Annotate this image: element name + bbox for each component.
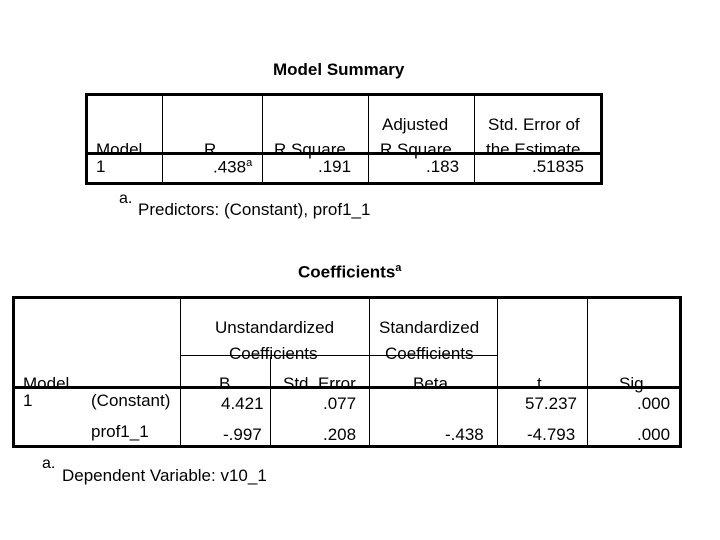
cell-model: 1 xyxy=(23,391,33,410)
header-adjusted-line1: Adjusted xyxy=(382,115,449,134)
cell-sig: .000 xyxy=(637,425,671,444)
header-model: Model xyxy=(96,140,143,159)
column-divider xyxy=(497,299,498,445)
coefficients-footnote-marker: a. xyxy=(42,455,56,472)
model-summary-table xyxy=(85,93,603,185)
coefficients-table xyxy=(12,296,682,448)
column-divider xyxy=(270,357,271,445)
column-divider xyxy=(162,96,163,182)
header-model: Model xyxy=(23,374,70,393)
header-unstandardized-line1: Unstandardized xyxy=(215,318,335,337)
cell-term: (Constant) xyxy=(91,391,171,410)
cell-std-error: .077 xyxy=(323,394,357,413)
header-b: B xyxy=(219,374,231,393)
cell-r-square: .191 xyxy=(318,157,352,176)
column-divider xyxy=(369,299,370,445)
column-divider xyxy=(474,96,475,182)
cell-t: 57.237 xyxy=(525,394,577,413)
cell-r: .438$^a$ xyxy=(213,157,253,177)
header-std-error: Std. Error xyxy=(283,374,356,393)
coefficients-footnote: Dependent Variable: v10_1 xyxy=(62,466,267,485)
header-std-error-line2: the Estimate xyxy=(486,140,581,159)
header-std-error-line1: Std. Error of xyxy=(488,115,580,134)
cell-sig: .000 xyxy=(637,394,671,413)
cell-t: -4.793 xyxy=(527,425,576,444)
cell-beta: -.438 xyxy=(445,425,484,444)
column-divider xyxy=(368,96,369,182)
footnote-sup: a xyxy=(246,157,253,169)
cell-adjusted-r-square: .183 xyxy=(426,157,460,176)
header-adjusted-line2: R Square xyxy=(380,140,452,159)
header-sig: Sig. xyxy=(619,374,649,393)
cell-std-error: .51835 xyxy=(532,157,584,176)
model-summary-footnote-marker: a. xyxy=(119,190,133,207)
header-beta: Beta xyxy=(413,374,448,393)
column-divider xyxy=(262,96,263,182)
column-divider xyxy=(180,299,181,445)
cell-b: -.997 xyxy=(223,425,262,444)
model-summary-footnote: Predictors: (Constant), prof1_1 xyxy=(138,200,371,219)
cell-b: 4.421 xyxy=(221,394,264,413)
cell-term: prof1_1 xyxy=(91,422,149,441)
coefficients-title: Coefficients$^a$ xyxy=(298,262,402,282)
cell-model: 1 xyxy=(96,157,106,176)
model-summary-title: Model Summary xyxy=(273,60,405,79)
header-r-square: R Square xyxy=(274,140,346,159)
header-standardized-line1: Standardized xyxy=(379,318,480,337)
column-divider xyxy=(587,299,588,445)
header-unstandardized-line2: Coefficients xyxy=(229,344,318,363)
header-r: R xyxy=(204,140,217,159)
header-standardized-line2: Coefficients xyxy=(385,344,474,363)
cell-std-error: .208 xyxy=(323,425,357,444)
header-t: t xyxy=(537,374,542,393)
